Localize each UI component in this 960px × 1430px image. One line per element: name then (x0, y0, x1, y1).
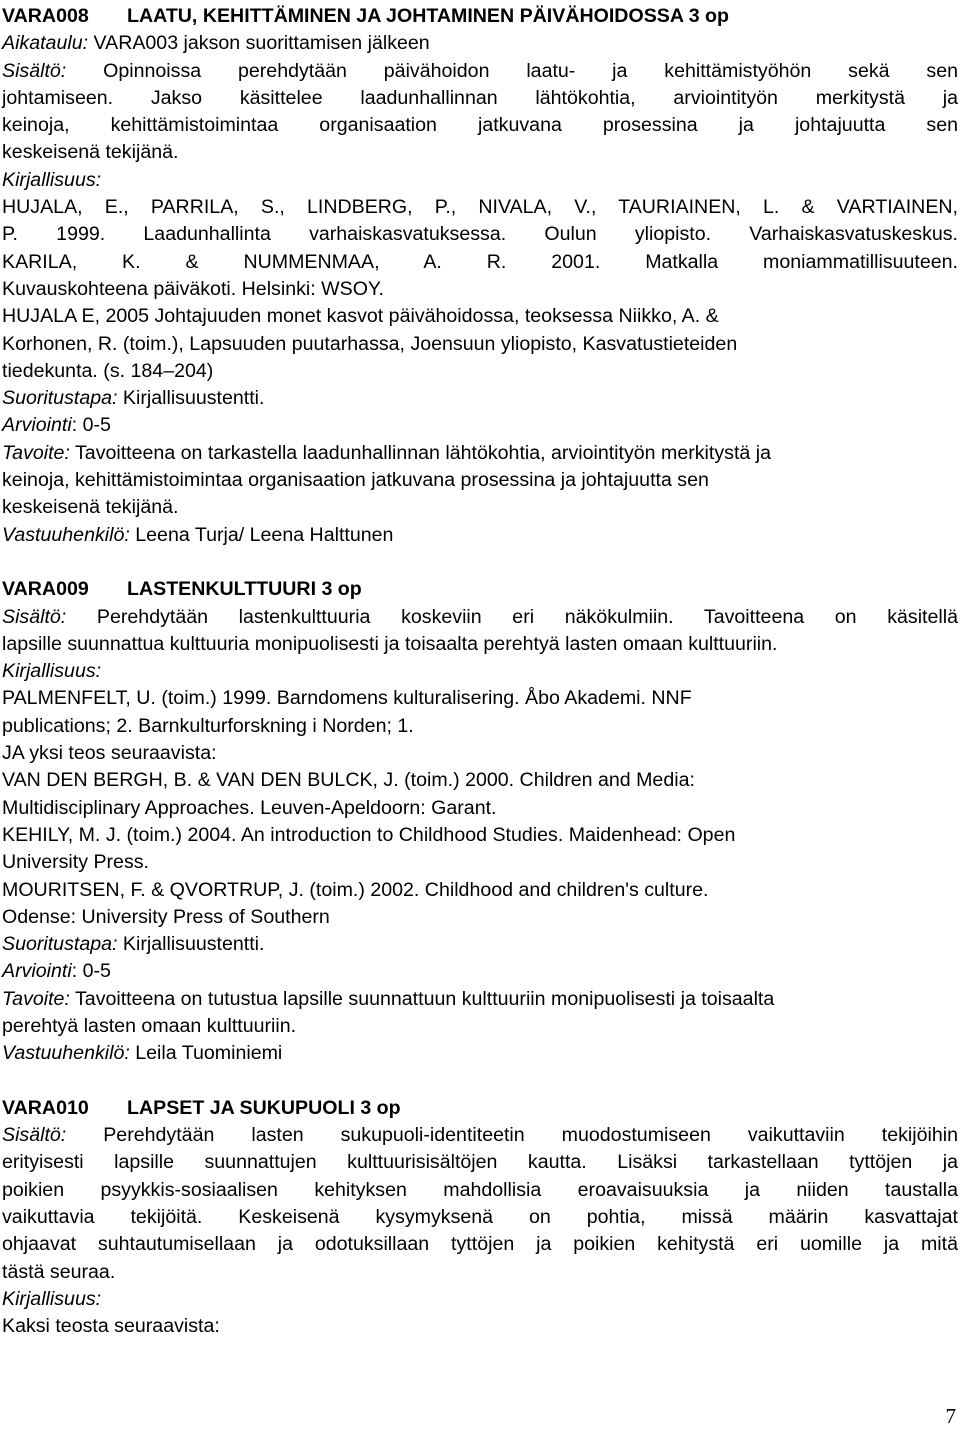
schedule-line: Aikataulu: VARA003 jakson suorittamisen jälkeen (2, 32, 430, 55)
literature-label: Kirjallisuus: (2, 168, 102, 191)
goal-line: keskeisenä tekijänä. (2, 496, 179, 519)
responsible-label: Vastuuhenkilö: (2, 1042, 130, 1065)
responsible-line: Vastuuhenkilö: Leena Turja/ Leena Halttunen (2, 523, 394, 546)
section-gap (2, 1068, 958, 1095)
responsible-line: Vastuuhenkilö: Leila Tuominiemi (2, 1042, 283, 1065)
content-line: lapsille suunnattua kulttuuria monipuolisesti ja toisaalta perehtyä lasten omaan kulttuuriin. (2, 632, 778, 655)
performance-label: Suoritustapa: (2, 387, 118, 410)
grading-label: Arviointi (2, 960, 72, 983)
goal-line: Tavoite: Tavoitteena on tutustua lapsille suunnattuun kulttuuriin monipuolisesti ja toisaalta (2, 987, 775, 1010)
literature-line: Kaksi teosta seuraavista: (2, 1315, 220, 1338)
literature-line: Multidisciplinary Approaches. Leuven-Apeldoorn: Garant. (2, 796, 497, 819)
literature-line: publications; 2. Barnkulturforskning i Norden; 1. (2, 714, 414, 737)
literature-line: Odense: University Press of Southern (2, 905, 330, 928)
goal-line: keinoja, kehittämistoimintaa organisaation jatkuvana prosessina ja johtajuutta sen (2, 469, 709, 492)
schedule-label: Aikataulu: (2, 32, 89, 55)
literature-line: PALMENFELT, U. (toim.) 1999. Barndomens kulturalisering. Åbo Akademi. NNF (2, 687, 692, 710)
content-line: vaikuttavia tekijöitä. Keskeisenä kysymyksenä on pohtia, missä määrin kasvattajat (2, 1206, 958, 1229)
section-gap (2, 549, 958, 576)
grading-line: Arviointi: 0-5 (2, 960, 111, 983)
grading-line: Arviointi: 0-5 (2, 414, 111, 437)
page-number: 7 (945, 1404, 956, 1428)
content-line: Sisältö: Opinnoissa perehdytään päivähoidon laatu- ja kehittämistyöhön sekä sen (2, 59, 958, 82)
content-label: Sisältö: (2, 59, 67, 82)
document-page (2, 3, 958, 1341)
content-label: Sisältö: (2, 1124, 67, 1147)
literature-line: Korhonen, R. (toim.), Lapsuuden puutarhassa, Joensuun yliopisto, Kasvatustieteiden (2, 332, 738, 355)
literature-line: HUJALA, E., PARRILA, S., LINDBERG, P., NIVALA, V., TAURIAINEN, L. & VARTIAINEN, (2, 196, 958, 219)
content-line: poikien psyykkis-sosiaalisen kehityksen mahdollisia eroavaisuuksia ja niiden taustalla (2, 1178, 958, 1201)
content-line: johtamiseen. Jakso käsittelee laadunhallinnan lähtökohtia, arviointityön merkitystä ja (2, 86, 958, 109)
performance-line: Suoritustapa: Kirjallisuustentti. (2, 933, 265, 956)
content-line: tästä seuraa. (2, 1260, 116, 1283)
course-heading-vara009: VARA009 LASTENKULTTUURI 3 op (2, 578, 362, 601)
literature-line: tiedekunta. (s. 184–204) (2, 359, 214, 382)
literature-line: VAN DEN BERGH, B. & VAN DEN BULCK, J. (toim.) 2000. Children and Media: (2, 769, 695, 792)
goal-label: Tavoite: (2, 987, 70, 1010)
content-line: keskeisenä tekijänä. (2, 141, 179, 164)
goal-line: Tavoite: Tavoitteena on tarkastella laadunhallinnan lähtökohtia, arviointityön merkitystä ja (2, 441, 771, 464)
content-label: Sisältö: (2, 605, 67, 628)
literature-line: KARILA, K. & NUMMENMAA, A. R. 2001. Matkalla moniammatillisuuteen. (2, 250, 958, 273)
goal-label: Tavoite: (2, 441, 70, 464)
literature-line: KEHILY, M. J. (toim.) 2004. An introduction to Childhood Studies. Maidenhead: Open (2, 823, 736, 846)
literature-line: P. 1999. Laadunhallinta varhaiskasvatuksessa. Oulun yliopisto. Varhaiskasvatuskeskus. (2, 223, 958, 246)
performance-line: Suoritustapa: Kirjallisuustentti. (2, 387, 265, 410)
course-heading-vara010: VARA010 LAPSET JA SUKUPUOLI 3 op (2, 1096, 401, 1119)
performance-label: Suoritustapa: (2, 933, 118, 956)
grading-label: Arviointi (2, 414, 72, 437)
content-line: ohjaavat suhtautumisellaan ja odotuksillaan tyttöjen ja poikien kehitystä eri uomille ja mitä (2, 1233, 958, 1256)
literature-line: Kuvauskohteena päiväkoti. Helsinki: WSOY. (2, 277, 384, 300)
content-line: erityisesti lapsille suunnattujen kulttuurisisältöjen kautta. Lisäksi tarkastellaan tyttöjen ja (2, 1151, 958, 1174)
literature-line: MOURITSEN, F. & QVORTRUP, J. (toim.) 2002. Childhood and children's culture. (2, 878, 709, 901)
content-line: Sisältö: Perehdytään lasten sukupuoli-identiteetin muodostumiseen vaikuttaviin tekijöihin (2, 1124, 958, 1147)
literature-line: HUJALA E, 2005 Johtajuuden monet kasvot päivähoidossa, teoksessa Niikko, A. & (2, 305, 719, 328)
literature-line: JA yksi teos seuraavista: (2, 742, 217, 765)
literature-label: Kirjallisuus: (2, 660, 102, 683)
literature-label: Kirjallisuus: (2, 1287, 102, 1310)
literature-line: University Press. (2, 851, 149, 874)
content-line: Sisältö: Perehdytään lastenkulttuuria koskeviin eri näkökulmiin. Tavoitteena on käsitellä (2, 605, 958, 628)
content-line: keinoja, kehittämistoimintaa organisaation jatkuvana prosessina ja johtajuutta sen (2, 114, 958, 137)
goal-line: perehtyä lasten omaan kulttuuriin. (2, 1014, 297, 1037)
course-heading-vara008: VARA008 LAATU, KEHITTÄMINEN JA JOHTAMINEN PÄIVÄHOIDOSSA 3 op (2, 5, 729, 27)
responsible-label: Vastuuhenkilö: (2, 523, 130, 546)
